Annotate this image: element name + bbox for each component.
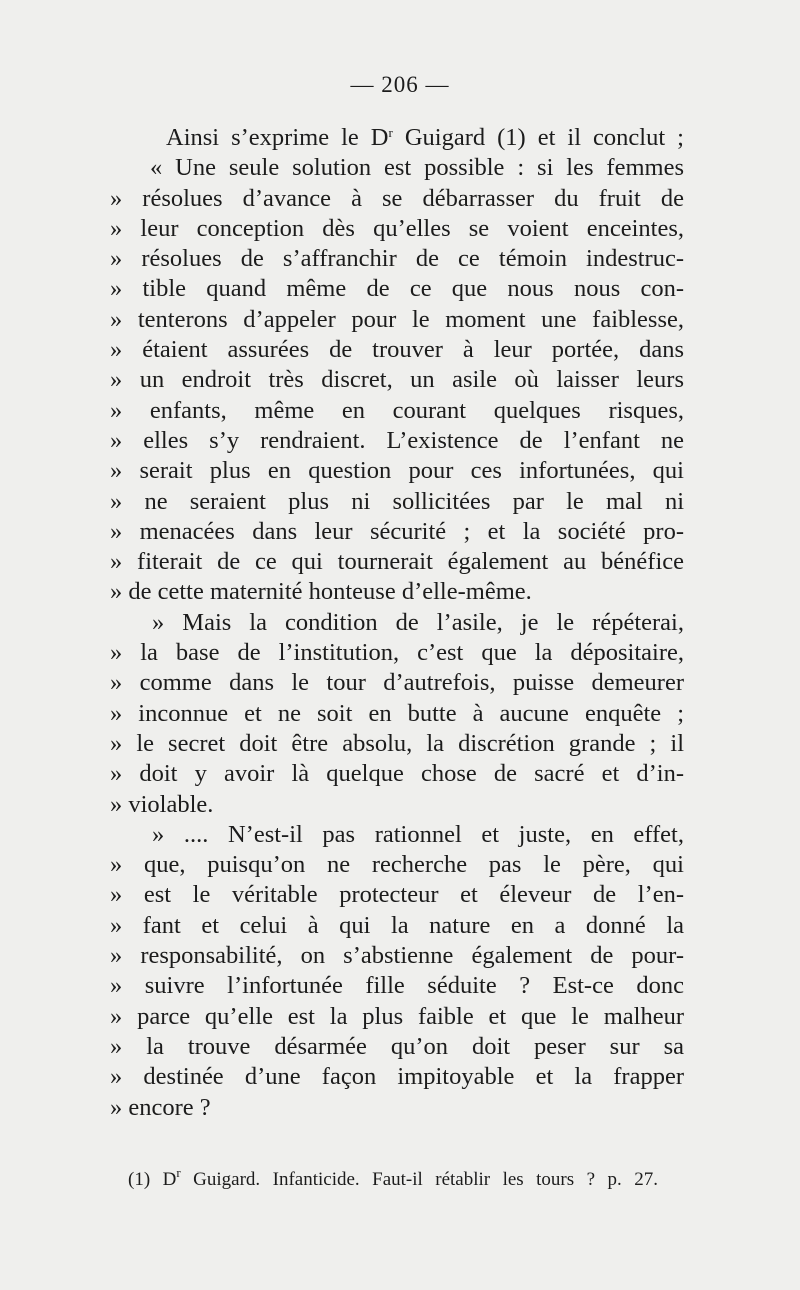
text-line: » inconnue et ne soit en butte à aucune enquête ; [110,699,684,727]
text-line: » parce qu’elle est la plus faible et que le malheur [110,1002,684,1030]
text-line: » fiterait de ce qui tournerait également au bénéfice [110,548,684,576]
text-fragment: D [150,1169,177,1190]
text-line: » enfants, même en courant quelques risques, [110,396,684,424]
text-line: » le secret doit être absolu, la discrétion grande ; il [110,729,684,757]
text-line: » que, puisqu’on ne recherche pas le père, qui [110,851,684,879]
body-text [110,123,684,1123]
footnote-marker: (1) [128,1169,151,1190]
text-line: » ne seraient plus ni sollicitées par le mal ni [110,487,684,515]
text-line: » de cette maternité honteuse d’elle-même. [110,578,532,606]
text-line: « Une seule solution est possible : si les femmes [150,154,684,182]
text-line: » encore ? [110,1093,211,1121]
text-line: » Mais la condition de l’asile, je le répéterai, [152,608,684,636]
text-line: » serait plus en question pour ces infortunées, qui [110,457,684,485]
text-line: » .... N’est-il pas rationnel et juste, en effet, [152,820,684,848]
text-line: » doit y avoir là quelque chose de sacré et d’in- [110,760,684,788]
text-line: » tible quand même de ce que nous nous con- [110,275,684,303]
text-line: » étaient assurées de trouver à leur portée, dans [110,336,684,364]
text-line: » résolues de s’affranchir de ce témoin indestruc- [110,245,684,273]
text-line: » fant et celui à qui la nature en a donné la [110,911,684,939]
text-fragment: Guigard. Infanticide. Faut-il rétablir les tours ? p. 27. [180,1169,658,1190]
page-number: — 206 — [350,72,450,97]
text-line: » la trouve désarmée qu’on doit peser sur sa [110,1032,684,1060]
text-line: » la base de l’institution, c’est que la dépositaire, [110,639,684,667]
text-line: » elles s’y rendraient. L’existence de l’enfant ne [110,426,684,454]
text-line [110,123,684,153]
text-line: » suivre l’infortunée fille séduite ? Est-ce donc [110,972,684,1000]
text-line: » est le véritable protecteur et éleveur de l’en- [110,881,684,909]
text-line: » tenterons d’appeler pour le moment une faiblesse, [110,305,684,333]
text-line: » responsabilité, on s’abstienne également de pour- [110,942,684,970]
text-line: » menacées dans leur sécurité ; et la société pro- [110,517,684,545]
text-fragment: Guigard (1) et il conclut ; [392,124,684,151]
superscript: r [388,125,393,140]
footnote [128,1165,658,1192]
text-line: » leur conception dès qu’elles se voient enceintes, [110,214,684,242]
text-line: » comme dans le tour d’autrefois, puisse demeurer [110,669,684,697]
text-fragment: Ainsi s’exprime le D [166,124,389,151]
text-line: » un endroit très discret, un asile où laisser leurs [110,366,684,394]
superscript: r [176,1165,181,1180]
text-line: » violable. [110,790,214,818]
text-line: » destinée d’une façon impitoyable et la frapper [110,1063,684,1091]
text-line: » résolues d’avance à se débarrasser du fruit de [110,184,684,212]
